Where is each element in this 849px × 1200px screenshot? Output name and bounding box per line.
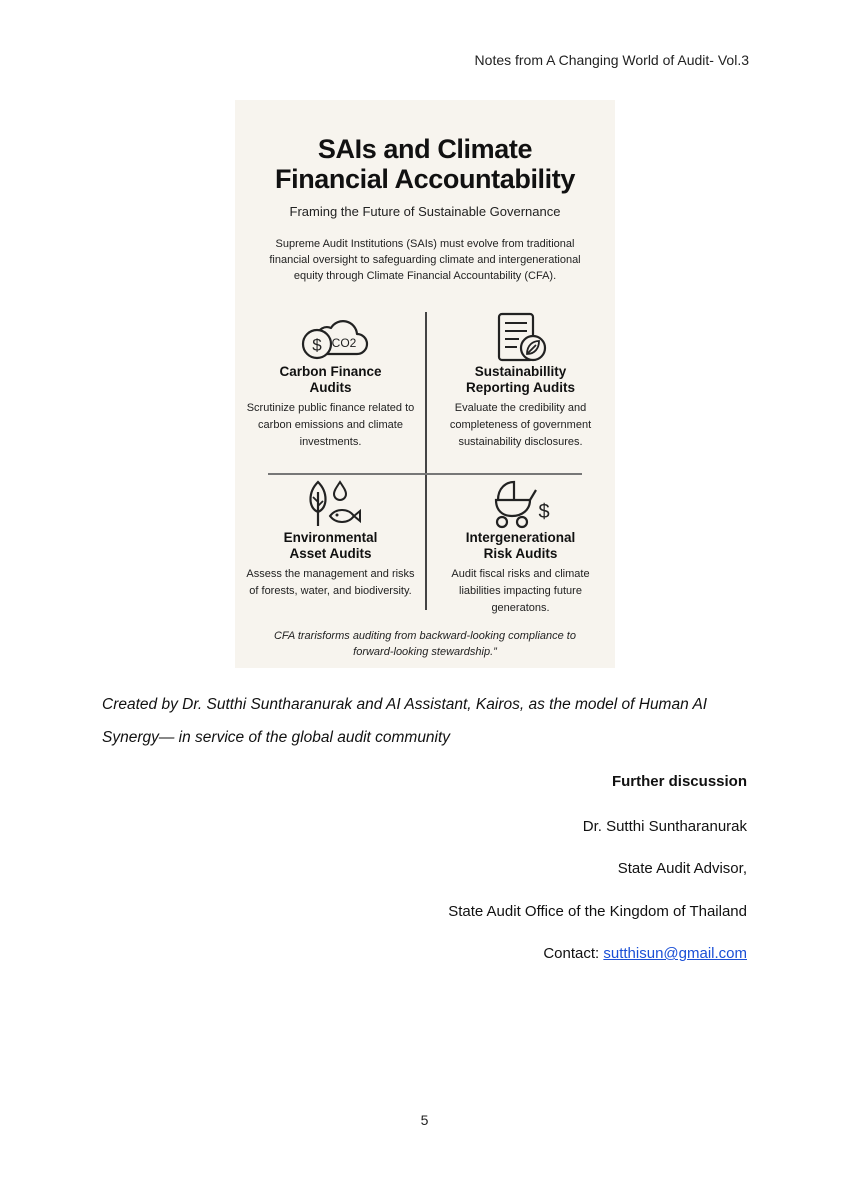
- quadrant-sustainability-reporting: [433, 312, 608, 451]
- quadrant-title: [243, 364, 418, 396]
- coin-cloud-co2-icon: [291, 312, 371, 364]
- quadrant-title: [433, 530, 608, 562]
- quadrant-title-line: Audits: [309, 380, 352, 395]
- page-number: 5: [420, 1112, 429, 1128]
- running-header: Notes from A Changing World of Audit- Vol.3: [474, 52, 749, 68]
- author-name: Dr. Sutthi Suntharanurak: [582, 818, 747, 835]
- tree-water-fish-icon: [296, 478, 366, 530]
- quadrant-title-line: Environmental: [283, 530, 378, 545]
- further-discussion-heading: Further discussion: [611, 773, 747, 790]
- quadrant-title-line: Sustainabillity: [474, 364, 567, 379]
- poster-title-line2: Financial Accountability: [275, 164, 575, 194]
- poster-intro: Supreme Audit Institutions (SAIs) must evolve from traditional financial oversight to safeguarding climate and intergenerational equity through Climate Financial Accountability (CFA).: [269, 238, 581, 282]
- quadrant-description: Audit fiscal risks and climate liabilities impacting future generatons.: [451, 568, 590, 614]
- quadrant-intergenerational-risk: [433, 478, 608, 617]
- poster-title-line1: SAIs and Climate: [317, 134, 533, 164]
- quadrant-environmental-asset: [243, 478, 418, 600]
- quadrant-title-line: Carbon Finance: [279, 364, 382, 379]
- dollar-glyph: $: [311, 335, 322, 355]
- quadrant-description: Evaluate the credibility and completeness of government sustainability disclosures.: [449, 402, 592, 448]
- author-role: State Audit Advisor,: [617, 860, 747, 877]
- quadrant-description: Assess the management and risks of forests, water, and biodiversity.: [246, 568, 415, 597]
- author-organization: State Audit Office of the Kingdom of Thailand: [448, 903, 747, 920]
- document-leaf-icon: [491, 312, 551, 364]
- poster-footer-quote: CFA trarisforms auditing from backward-looking compliance to forward-looking stewardship.”: [273, 630, 576, 658]
- image-caption: Created by Dr. Sutthi Suntharanurak and AI Assistant, Kairos, as the model of Human AI Synergy— in service of the global audit community: [102, 696, 708, 746]
- poster-title: [235, 134, 615, 194]
- quadrant-title-line: Asset Audits: [289, 546, 372, 561]
- infographic-poster: [235, 100, 615, 668]
- quadrant-carbon-finance: [243, 312, 418, 451]
- quadrant-title-line: Risk Audits: [483, 546, 558, 561]
- contact-label: Contact:: [543, 945, 604, 962]
- horizontal-divider: [268, 473, 582, 475]
- quadrant-title: [433, 364, 608, 396]
- quadrant-title: [243, 530, 418, 562]
- contact-line: [543, 945, 747, 962]
- vertical-divider: [425, 312, 427, 610]
- dollar-glyph: $: [537, 501, 550, 523]
- quadrant-title-line: Intergenerational: [465, 530, 576, 545]
- stroller-dollar-icon: [486, 478, 556, 530]
- quadrant-description: Scrutinize public finance related to carbon emissions and climate investments.: [246, 402, 415, 448]
- co2-label: CO2: [331, 336, 356, 350]
- poster-subtitle: Framing the Future of Sustainable Governance: [289, 204, 561, 219]
- email-link[interactable]: sutthisun@gmail.com: [603, 945, 747, 962]
- quadrant-title-line: Reporting Audits: [466, 380, 575, 395]
